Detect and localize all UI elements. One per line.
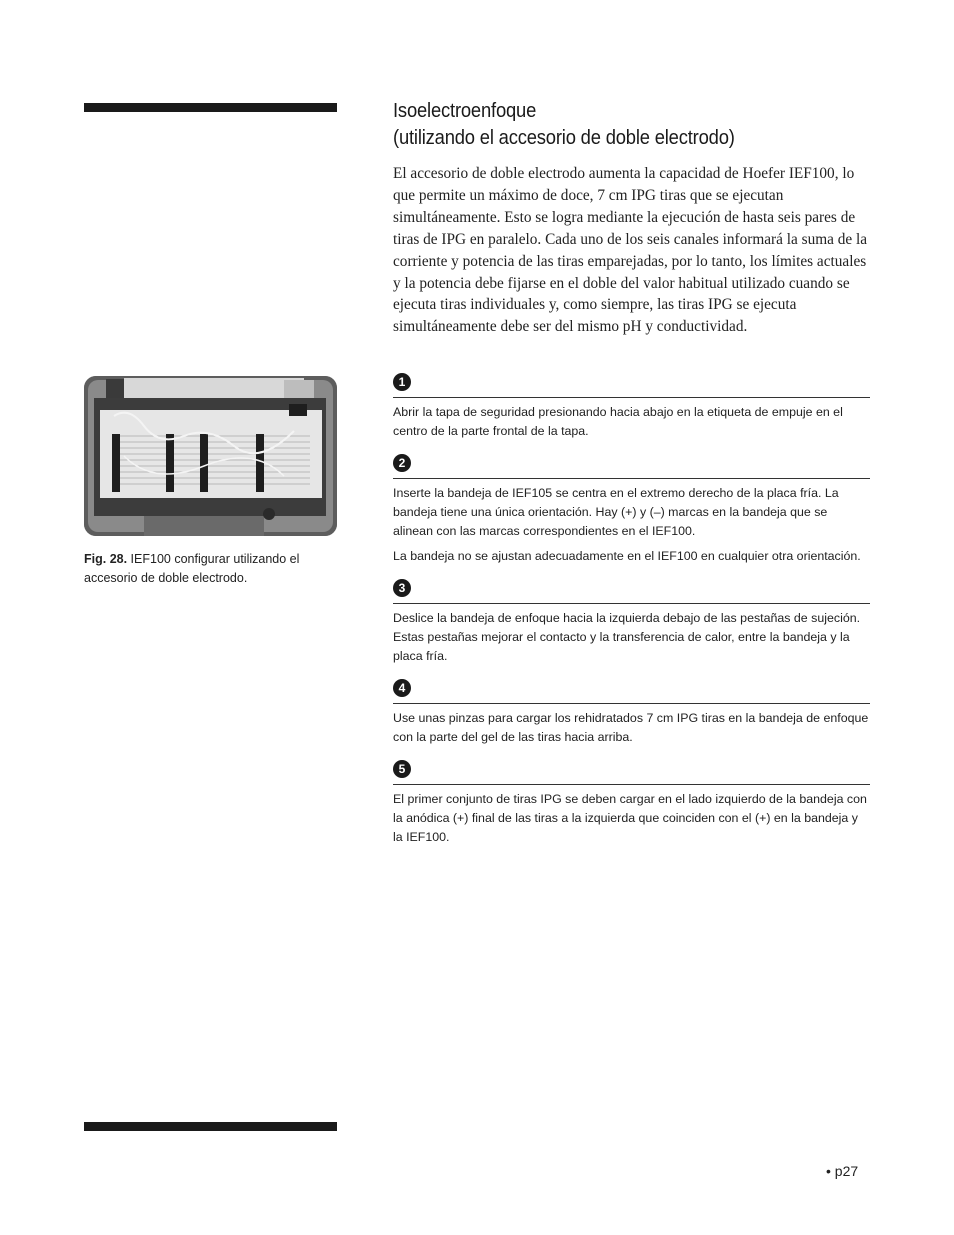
- step-number-badge: 2: [393, 454, 411, 472]
- step-text: Abrir la tapa de seguridad presionando hacia abajo en la etiqueta de empuje en el centro de la parte frontal de la tapa.: [393, 405, 843, 438]
- step-text: Use unas pinzas para cargar los rehidratados 7 cm IPG tiras en la bandeja de enfoque con la parte del gel de las tiras hacia arriba.: [393, 711, 869, 744]
- step-3: [393, 578, 870, 666]
- step-text: Deslice la bandeja de enfoque hacia la izquierda debajo de las pestañas de sujeción. Estas pestañas mejorar el contacto y la transferencia de calor, entre la bandeja y la placa fría.: [393, 611, 861, 663]
- step-1: [393, 372, 870, 441]
- step-text: El primer conjunto de tiras IPG se deben cargar en el lado izquierdo de la bandeja con la anódica (+) final de las tiras a la izquierda que coinciden con el (+) en la bandeja y la IEF100.: [393, 792, 867, 844]
- figure-label: Fig. 28.: [84, 552, 128, 566]
- figure-caption-text: IEF100 configurar utilizando el accesorio de doble electrodo.: [84, 552, 300, 585]
- step-number-badge: 4: [393, 679, 411, 697]
- step-number-badge: 3: [393, 579, 411, 597]
- ief100-device-illustration: [84, 376, 337, 536]
- step-header: [393, 372, 870, 398]
- figure-photo: [84, 376, 337, 536]
- step-2: [393, 453, 870, 566]
- title-line-2: (utilizando el accesorio de doble electrodo): [393, 127, 735, 149]
- title-line-1: Isoelectroenfoque: [393, 100, 537, 122]
- figure-caption: [84, 550, 339, 588]
- step-number-badge: 5: [393, 760, 411, 778]
- bottom-rule-bar: [84, 1122, 337, 1131]
- steps-list: [393, 372, 870, 859]
- intro-paragraph: El accesorio de doble electrodo aumenta la capacidad de Hoefer IEF100, lo que permite un máximo de doce, 7 cm IPG tiras que se ejecutan simultáneamente. Esto se logra mediante la ejecución de hasta seis pares de tiras de IPG en paralelo. Cada uno de los seis canales informará la suma de la corriente y potencia de las tiras emparejadas, por lo tanto, los límites actuales y la potencia debe fijarse en el doble del valor habitual utilizado cuando se ejecuta tiras individuales y, como siempre, las tiras IPG se ejecuta simultáneamente debe ser del mismo pH y conductividad.: [393, 165, 868, 336]
- step-header: [393, 759, 870, 785]
- page-title: [393, 98, 833, 152]
- step-5: [393, 759, 870, 847]
- step-header: [393, 578, 870, 604]
- main-content: [393, 98, 871, 338]
- step-header: [393, 678, 870, 704]
- step-text: La bandeja no se ajustan adecuadamente en el IEF100 en cualquier otra orientación.: [393, 549, 861, 563]
- step-text: Inserte la bandeja de IEF105 se centra en el extremo derecho de la placa fría. La bandeja tiene una única orientación. Hay (+) y (–) marcas en la bandeja que se alinean con las marcas correspondientes en el IEF100.: [393, 486, 839, 538]
- step-header: [393, 453, 870, 479]
- page-number: • p27: [826, 1163, 859, 1179]
- step-4: [393, 678, 870, 747]
- top-rule-bar: [84, 103, 337, 112]
- step-number-badge: 1: [393, 373, 411, 391]
